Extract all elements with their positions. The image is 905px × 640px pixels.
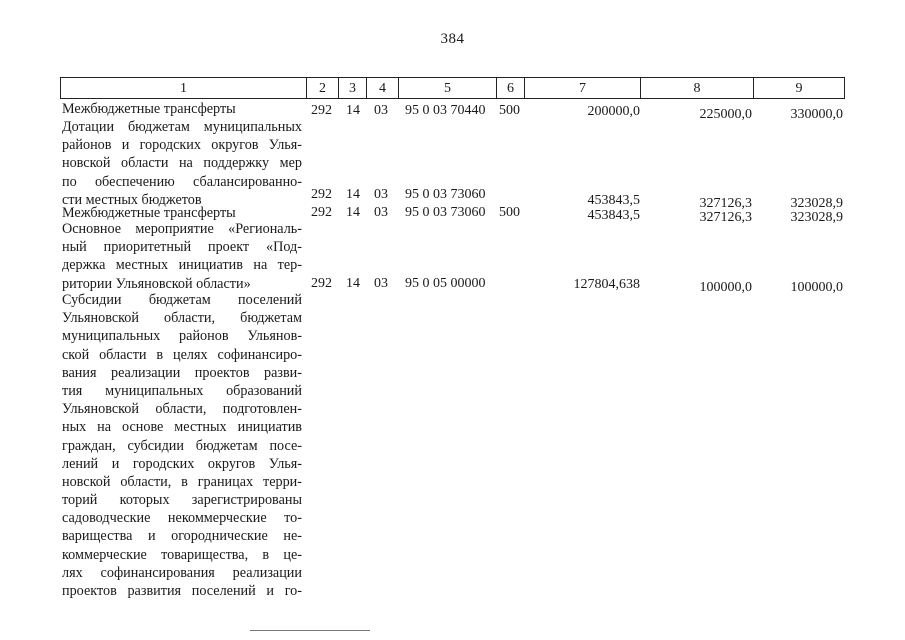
description-line: держка местных инициатив на тер- [62,257,302,274]
cell-col-3: 14 [346,187,360,202]
cell-col-6: 500 [499,205,520,220]
description-line: ской области в целях софинансиро- [62,346,302,363]
header-col-6: 6 [497,78,525,98]
header-col-2: 2 [307,78,339,98]
description-line: торий которых зарегистрированы [62,492,302,509]
description-line: Межбюджетные трансферты [62,205,236,221]
cell-col-5: 95 0 05 00000 [405,276,486,291]
header-col-7: 7 [525,78,641,98]
header-col-9: 9 [795,81,803,96]
header-col-8: 8 [641,78,754,98]
description-line: Дотации бюджетам муниципальных [62,119,302,135]
table-header [60,77,845,99]
cell-col-5: 95 0 03 73060 [405,205,486,220]
description-line: ритории Ульяновской области» [62,275,251,292]
cell-col-4: 03 [374,205,388,220]
cell-col-2: 292 [311,205,332,220]
header-col-1: 1 [61,78,307,98]
description-line: ных на основе местных инициатив [62,419,302,436]
description-line: лях софинансирования реализации [62,564,302,581]
bottom-rule [250,630,370,631]
cell-col-4: 03 [374,187,388,202]
description-line: новской области, в границах терри- [62,473,302,490]
cell-col-4: 03 [374,103,388,118]
description-line: Ульяновской области, бюджетам [62,310,302,327]
description-line: сти местных бюджетов [62,191,202,208]
cell-col-5: 95 0 03 70440 [405,103,486,118]
cell-col-2: 292 [311,103,332,118]
description-line: вания реализации проектов разви- [62,364,302,381]
cell-col-2: 292 [311,276,332,291]
description-line: муниципальных районов Ульянов- [62,328,302,345]
cell-col-5: 95 0 03 73060 [405,187,486,202]
cell-col-4: 03 [374,276,388,291]
description-line: садоводческие некоммерческие то- [62,510,302,527]
description-line: Ульяновской области, подготовлен- [62,401,302,418]
cell-col-6: 500 [499,103,520,118]
cell-col-3: 14 [346,276,360,291]
description-line: проектов развития поселений и го- [62,583,302,599]
cell-col-7: 127804,638 [573,277,640,292]
header-col-3: 3 [339,78,367,98]
description-line: варищества и огороднические не- [62,528,302,545]
cell-col-8: 327126,3 [699,210,752,225]
description-line: районов и городских округов Улья- [62,137,302,154]
cell-col-8: 100000,0 [699,280,752,295]
description-line: новской области на поддержку мер [62,155,302,172]
description-line: тия муниципальных образований [62,382,302,399]
cell-col-9: 323028,9 [790,196,843,211]
cell-col-8: 225000,0 [699,107,752,122]
page-number: 384 [440,31,465,47]
cell-col-8: 327126,3 [699,196,752,211]
row-description [62,220,302,293]
description-line: коммерческие товарищества, в це- [62,546,302,563]
cell-col-7: 200000,0 [587,104,640,119]
cell-col-9: 323028,9 [790,210,843,225]
row-description [62,100,302,118]
header-col-4: 4 [367,78,399,98]
cell-col-9: 100000,0 [790,280,843,295]
header-col-5: 5 [399,78,497,98]
cell-col-3: 14 [346,103,360,118]
row-description [62,118,302,209]
cell-col-9: 330000,0 [790,107,843,122]
cell-col-7: 453843,5 [587,193,640,208]
description-line: по обеспечению сбалансированно- [62,173,302,190]
description-line: Межбюджетные трансферты [62,101,236,117]
description-line: Субсидии бюджетам поселений [62,292,302,308]
cell-col-7: 453843,5 [587,208,640,223]
cell-col-3: 14 [346,205,360,220]
description-line: лений и городских округов Улья- [62,455,302,472]
description-line: граждан, субсидии бюджетам посе- [62,437,302,454]
description-line: ный приоритетный проект «Под- [62,239,302,256]
cell-col-2: 292 [311,187,332,202]
row-description [62,291,302,600]
description-line: Основное мероприятие «Региональ- [62,221,302,237]
